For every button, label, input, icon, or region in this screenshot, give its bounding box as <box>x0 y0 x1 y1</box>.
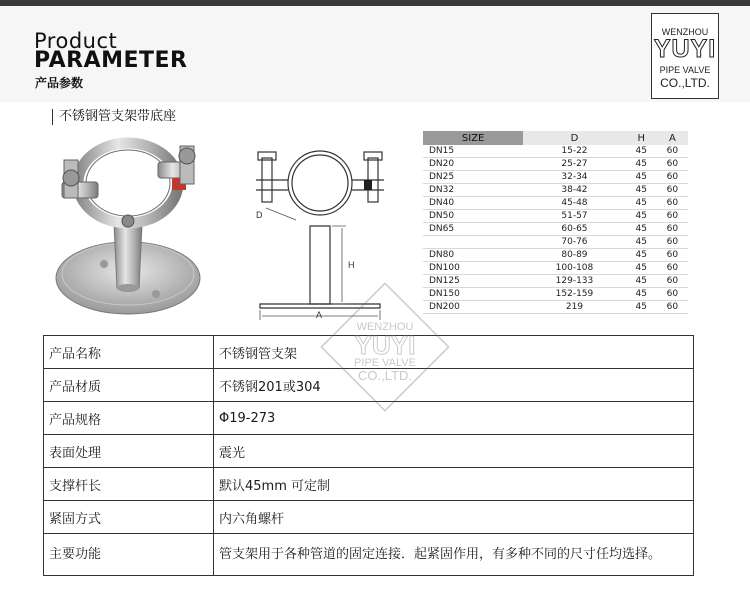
spec-row <box>44 336 694 369</box>
spec-value: Φ19-273 <box>214 402 694 435</box>
spec-row <box>44 402 694 435</box>
table-cell: 45 <box>626 249 657 262</box>
table-cell: 60 <box>657 171 688 184</box>
size-col-header: SIZE <box>423 131 523 145</box>
table-cell: 70-76 <box>523 236 625 249</box>
table-cell: 45 <box>626 145 657 158</box>
table-cell: DN40 <box>423 197 523 210</box>
table-cell: DN200 <box>423 301 523 314</box>
size-table-header-row <box>423 131 688 145</box>
spec-value: 管支架用于各种管道的固定连接．起紧固作用，有多种不同的尺寸任均选择。 <box>214 534 694 576</box>
table-cell: 100-108 <box>523 262 625 275</box>
table-cell: 60 <box>657 184 688 197</box>
table-cell: DN25 <box>423 171 523 184</box>
spec-label: 紧固方式 <box>44 501 214 534</box>
spec-row <box>44 468 694 501</box>
table-cell: 32-34 <box>523 171 625 184</box>
table-row <box>423 249 688 262</box>
table-row <box>423 236 688 249</box>
h-col-header: H <box>626 131 657 145</box>
logo-line-3: PIPE VALVE <box>659 65 711 75</box>
drawing-label-a: A <box>316 310 323 320</box>
table-cell: 129-133 <box>523 275 625 288</box>
table-cell: 60 <box>657 158 688 171</box>
table-cell: 45 <box>626 275 657 288</box>
spec-value: 不锈钢管支架 <box>214 336 694 369</box>
spec-label: 产品规格 <box>44 402 214 435</box>
header-chinese-text: 产品参数 <box>35 76 84 90</box>
table-cell <box>423 236 523 249</box>
table-cell: 60 <box>657 249 688 262</box>
spec-label: 表面处理 <box>44 435 214 468</box>
table-cell: 45 <box>626 288 657 301</box>
table-row <box>423 210 688 223</box>
table-row <box>423 197 688 210</box>
table-row <box>423 275 688 288</box>
table-cell: 45 <box>626 171 657 184</box>
spec-value: 震光 <box>214 435 694 468</box>
spec-table <box>43 335 694 576</box>
header-product-text: Product <box>34 29 118 53</box>
spec-label: 产品名称 <box>44 336 214 369</box>
spec-value: 内六角螺杆 <box>214 501 694 534</box>
table-cell: 38-42 <box>523 184 625 197</box>
watermark-line-2: YUYI <box>354 330 416 360</box>
section-title: 不锈钢管支架带底座 <box>52 109 176 125</box>
table-cell: 45 <box>626 158 657 171</box>
spec-label: 支撑杆长 <box>44 468 214 501</box>
drawing-label-d: D <box>256 210 263 220</box>
table-cell: 60 <box>657 301 688 314</box>
table-cell: 45 <box>626 223 657 236</box>
table-row <box>423 301 688 314</box>
table-row <box>423 223 688 236</box>
table-cell: 60 <box>657 223 688 236</box>
table-cell: DN65 <box>423 223 523 236</box>
table-cell: 60 <box>657 275 688 288</box>
table-cell: 45 <box>626 184 657 197</box>
table-cell: DN32 <box>423 184 523 197</box>
table-row <box>423 158 688 171</box>
spec-label: 主要功能 <box>44 534 214 576</box>
table-cell: DN100 <box>423 262 523 275</box>
spec-row <box>44 369 694 402</box>
table-cell: 60-65 <box>523 223 625 236</box>
logo-line-2: YUYI <box>653 35 717 63</box>
table-row <box>423 171 688 184</box>
watermark-line-3: PIPE VALVE <box>354 357 416 369</box>
table-cell: 45 <box>626 301 657 314</box>
table-cell: 60 <box>657 236 688 249</box>
table-cell: DN50 <box>423 210 523 223</box>
table-cell: 45 <box>626 236 657 249</box>
watermark-line-1: WENZHOU <box>356 321 414 333</box>
spec-row <box>44 435 694 468</box>
table-cell: 25-27 <box>523 158 625 171</box>
spec-label: 产品材质 <box>44 369 214 402</box>
watermark-line-4: CO.,LTD. <box>358 368 412 383</box>
company-logo <box>651 13 719 99</box>
table-cell: 60 <box>657 210 688 223</box>
table-cell: 219 <box>523 301 625 314</box>
table-cell: DN20 <box>423 158 523 171</box>
spec-row <box>44 534 694 576</box>
spec-row <box>44 501 694 534</box>
table-cell: 45 <box>626 262 657 275</box>
logo-line-1: WENZHOU <box>661 27 709 37</box>
table-row <box>423 262 688 275</box>
size-table <box>423 131 688 314</box>
header-parameter-text: PARAMETER <box>34 48 188 73</box>
a-col-header: A <box>657 131 688 145</box>
table-cell: DN125 <box>423 275 523 288</box>
table-row <box>423 184 688 197</box>
table-cell: 45-48 <box>523 197 625 210</box>
drawing-label-h: H <box>348 260 355 270</box>
table-cell: 152-159 <box>523 288 625 301</box>
table-cell: DN15 <box>423 145 523 158</box>
product-photo <box>44 128 220 320</box>
technical-drawing <box>236 128 411 320</box>
table-row <box>423 145 688 158</box>
table-cell: 60 <box>657 197 688 210</box>
table-cell: 60 <box>657 262 688 275</box>
table-cell: 15-22 <box>523 145 625 158</box>
table-cell: 45 <box>626 197 657 210</box>
table-cell: 51-57 <box>523 210 625 223</box>
table-row <box>423 288 688 301</box>
table-cell: 45 <box>626 210 657 223</box>
spec-value: 默认45mm 可定制 <box>214 468 694 501</box>
table-cell: DN150 <box>423 288 523 301</box>
table-cell: 80-89 <box>523 249 625 262</box>
d-col-header: D <box>523 131 625 145</box>
table-cell: 60 <box>657 145 688 158</box>
spec-value: 不锈钢201或304 <box>214 369 694 402</box>
table-cell: 60 <box>657 288 688 301</box>
table-cell: DN80 <box>423 249 523 262</box>
logo-line-4: CO.,LTD. <box>660 76 710 90</box>
